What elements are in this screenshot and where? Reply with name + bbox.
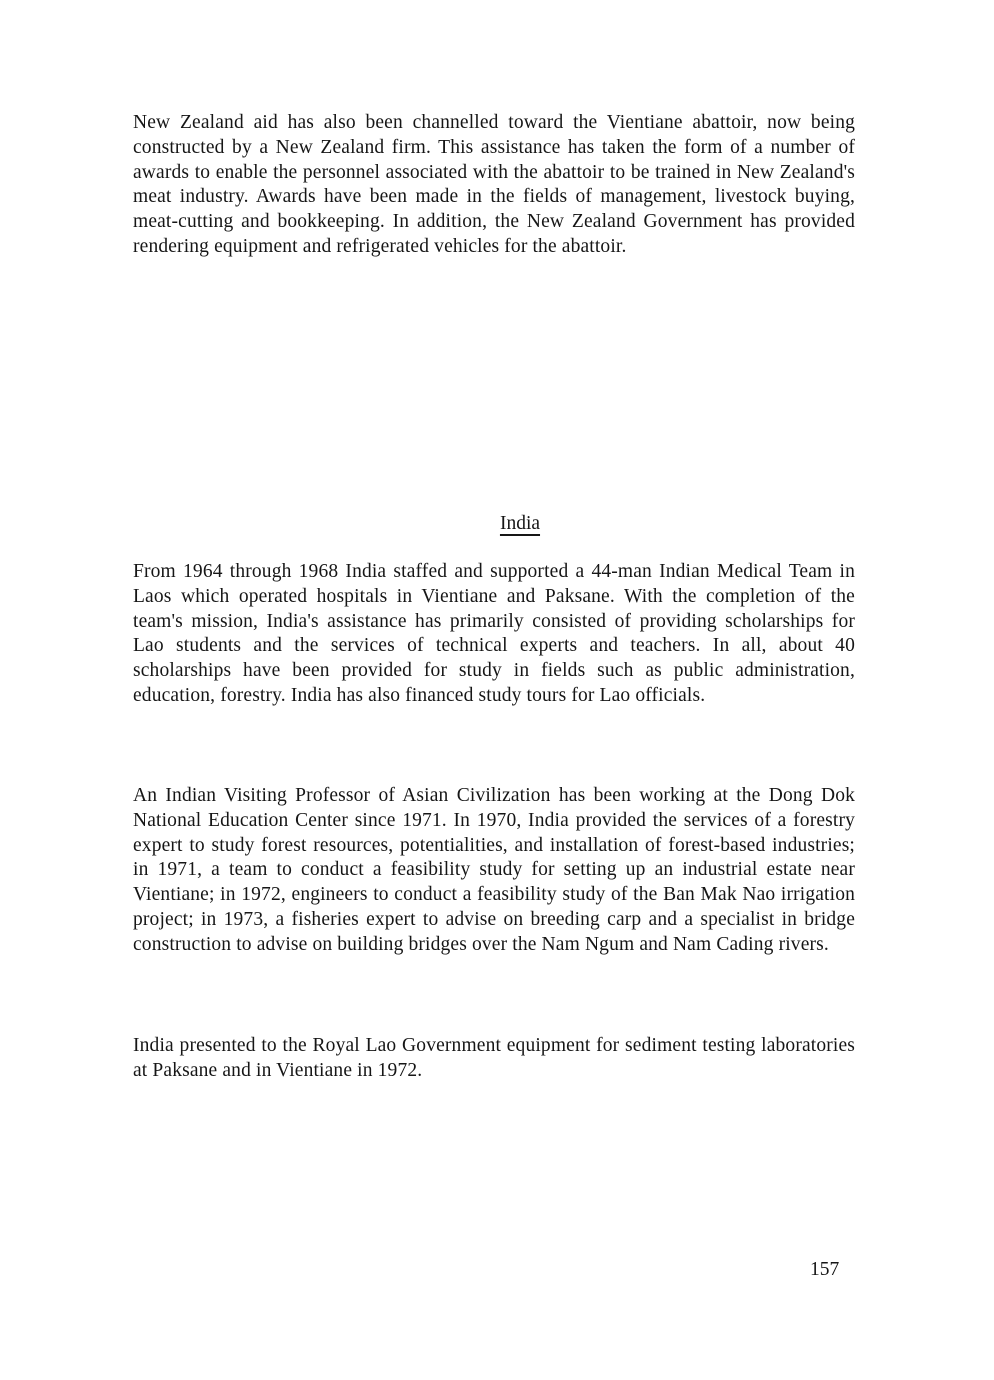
india-paragraph-medical-team: From 1964 through 1968 India staffed and supported a 44-man Indian Medical Team in Laos which operated hospitals in Vientiane and Paksane. With the completion of the team's mission, India's assistance has primarily consisted of providing scholarships for Lao students and the services of technical experts and teachers. In all, about 40 scholarships have been provided for study in fields such as public administration, education, forestry. India has also financed study tours for Lao officials. xyxy=(133,561,855,706)
india-paragraph-equipment: India presented to the Royal Lao Government equipment for sediment testing laboratories at Paksane and in Vientiane in 1972. xyxy=(133,1035,855,1081)
new-zealand-paragraph: New Zealand aid has also been channelled toward the Vientiane abattoir, now being constructed by a New Zealand firm. This assistance has taken the form of a number of awards to enable the personnel associated with the abattoir to be trained in New Zealand's meat industry. Awards have been made in the fields of management, livestock buying, meat-cutting and bookkeeping. In addition, the New Zealand Government has provided rendering equipment and refrigerated vehicles for the abattoir. xyxy=(133,112,855,257)
india-paragraph-experts: An Indian Visiting Professor of Asian Civilization has been working at the Dong Dok National Education Center since 1971. In 1970, India provided the services of a forestry expert to study forest resources, potentialities, and installation of forest-based industries; in 1971, a team to conduct a feasibility study for setting up an industrial estate near Vientiane; in 1972, engineers to conduct a feasibility study of the Ban Mak Nao irrigation project; in 1973, a fisheries expert to advise on breeding carp and a specialist in bridge construction to advise on building bridges over the Nam Ngum and Nam Cading rivers. xyxy=(133,785,855,955)
page-number: 157 xyxy=(810,1259,840,1280)
section-heading-text: India xyxy=(499,513,541,534)
section-heading-india xyxy=(0,511,994,537)
